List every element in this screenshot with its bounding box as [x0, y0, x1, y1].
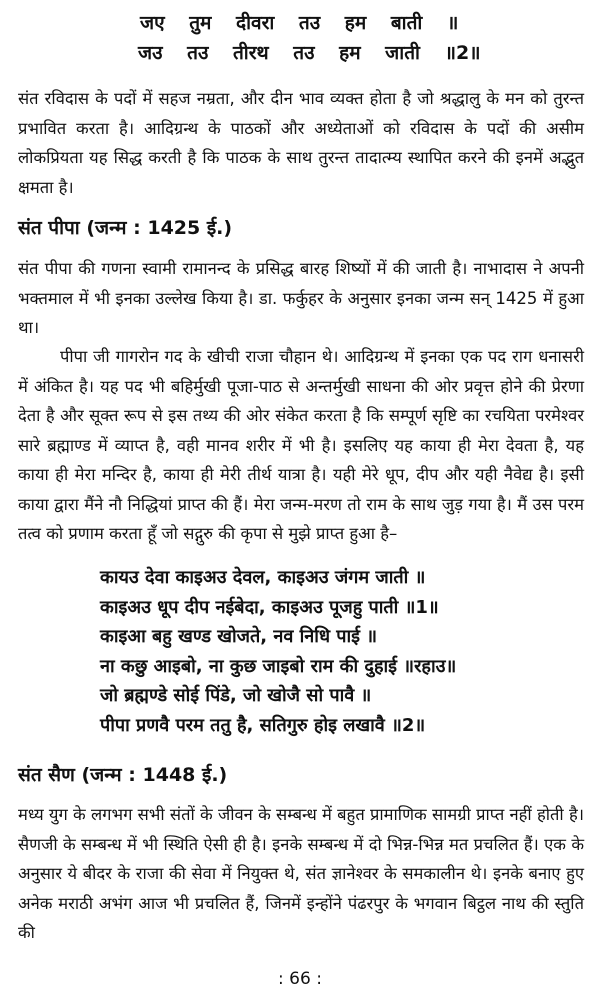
- pipa-paragraph-2-text: पीपा जी गागरोन गद के खीची राजा चौहान थे। आदिग्रन्थ में इनका एक पद राग धनासरी में अंकित है। यह पद भी बहिर्मुखी पूजा-पाठ से अन्तर्मुखी साधना की ओर प्रवृत्त होने की प्रेरणा देता है और सूक्त रूप से इस तथ्य की ओर संकेत करता है कि सम्पूर्ण सृष्टि का रचयिता परमेश्वर सारे ब्रह्माण्ड में व्याप्त है, वही मानव शरीर में भी है। इसलिए यह काया ही मेरा देवता है, यह काया ही मेरा मन्दिर है, काया ही मेरी तीर्थ यात्रा है। यही मेरे धूप, दीप और यही नैवेद्य है। इसी काया द्वारा मैंने नौ निद्धियां प्राप्त की हैं। मेरा जन्म-मरण तो राम के साथ जुड़ गया है। मैं उस परम तत्व को प्रणाम करता हूँ जो सद्गुरु की कृपा से मुझे प्राप्त हुआ है–: [18, 347, 584, 543]
- ravidas-paragraph: संत रविदास के पदों में सहज नम्रता, और दीन भाव व्यक्त होता है जो श्रद्धालु के मन को तुरन्त प्रभावित करता है। आदिग्रन्थ के पाठकों और अध्येताओं को रविदास के पदों की असीम लोकप्रियता यह सिद्ध करती है कि पाठक के साथ तुरन्त तादात्म्य स्थापित करने की इनमें अद्भुत क्षमता है।: [18, 89, 584, 197]
- sain-paragraph: मध्य युग के लगभग सभी संतों के जीवन के सम्बन्ध में बहुत प्रामाणिक सामग्री प्राप्त नहीं होती है। सैणजी के सम्बन्ध में भी स्थिति ऐसी ही है। इनके सम्बन्ध में दो भिन्न-भिन्न मत प्रचलित हैं। एक के अनुसार ये बीदर के राजा की सेवा में नियुक्त थे, संत ज्ञानेश्वर के समकालीन थे। इनके बनाए हुए अनेक मराठी अभंग आज भी प्रचलित हैं, जिनमें इन्होंने पंढरपुर के भगवान बिट्ठल नाथ की स्तुति की: [18, 805, 584, 942]
- pipa-paragraph-2: [18, 342, 584, 549]
- section-heading-sain: संत सैण (जन्म : 1448 ई.): [18, 764, 228, 786]
- verse-line: जए तुम दीवरा तउ हम बाती ॥: [140, 12, 459, 34]
- verse-line: ना कछु आइबो, ना कुछ जाइबो राम की दुहाई ॥रहाउ॥: [100, 655, 457, 677]
- section-heading-pipa: संत पीपा (जन्म : 1425 ई.): [18, 217, 233, 239]
- verse-line: जउ तउ तीरथ तउ हम जाती ॥2॥: [138, 42, 481, 64]
- opening-verse: [0, 8, 600, 68]
- verse-line: काइआ बहु खण्ड खोजते, नव निधि पाई ॥: [100, 626, 378, 648]
- verse-line: पीपा प्रणवै परम ततु है, सतिगुरु होइ लखावै ॥2॥: [100, 714, 426, 736]
- pipa-verse: [100, 563, 520, 741]
- verse-line: कायउ देवा काइअउ देवल, काइअउ जंगम जाती ॥: [100, 567, 426, 588]
- pipa-paragraph-1: संत पीपा की गणना स्वामी रामानन्द के प्रसिद्ध बारह शिष्यों में की जाती है। नाभादास ने अपनी भक्तमाल में भी इनका उल्लेख किया है। डा. फर्कुहर के अनुसार इनका जन्म सन् 1425 में हुआ था।: [18, 259, 584, 337]
- page-number: : 66 :: [278, 969, 322, 989]
- verse-line: काइअउ धूप दीप नईबेदा, काइअउ पूजहु पाती ॥1॥: [100, 596, 439, 618]
- verse-line: जो ब्रह्मण्डे सोई पिंडे, जो खोजै सो पावै ॥: [100, 685, 372, 707]
